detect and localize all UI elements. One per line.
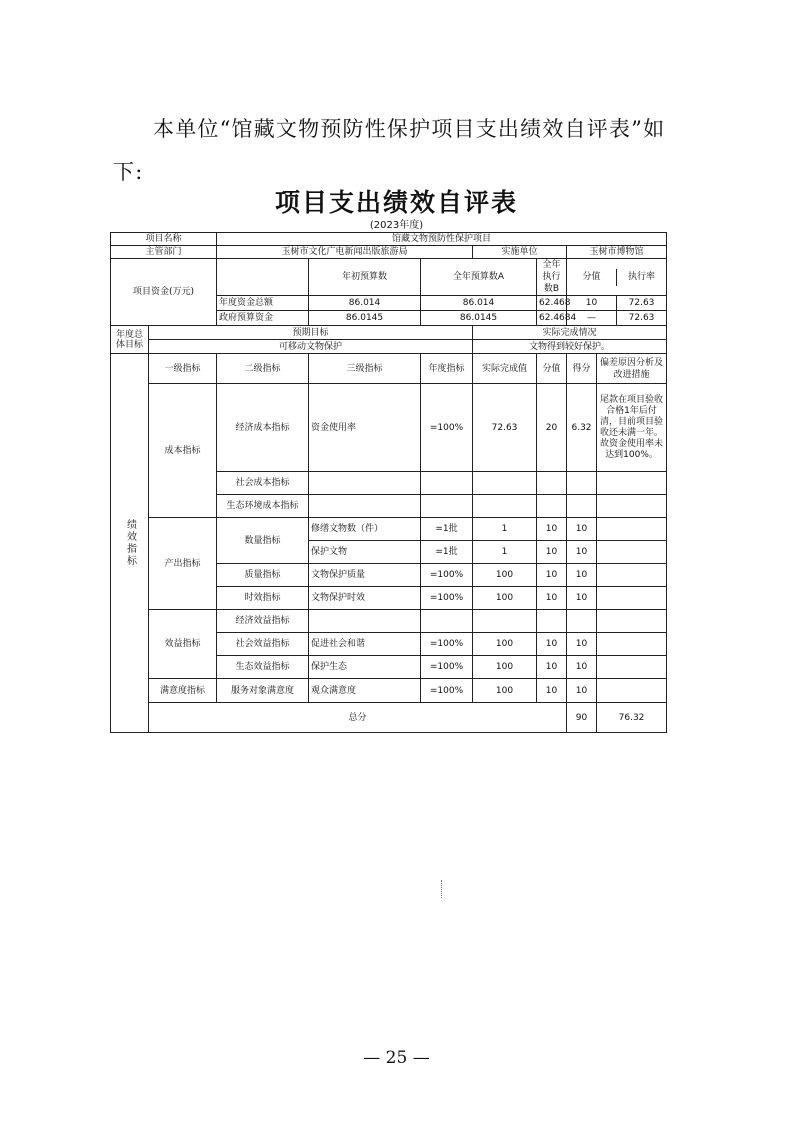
project-name: 馆藏文物预防性保护项目	[217, 233, 667, 246]
quantity-actual: 1	[473, 541, 537, 564]
actual-label: 实际完成情况	[473, 326, 667, 340]
indicator-header: 分值	[537, 354, 567, 384]
economic-cost-actual: 72.63	[473, 384, 537, 472]
fund-cell: 72.63	[628, 298, 655, 308]
fund-header: 执行率	[628, 271, 656, 282]
indicator-header: 实际完成值	[473, 354, 537, 384]
fund-cell: —	[567, 311, 617, 325]
quantity-item: 修缮文物数（件）	[309, 518, 421, 541]
deviation-note: 尾款在项目验收合格1年后付清，目前项目验收还未满一年。故资金使用率未达到100%。	[597, 384, 667, 472]
quantity-target: =1批	[421, 518, 473, 541]
dept: 玉树市文化广电新闻出版旅游局	[217, 246, 473, 259]
scan-mark	[441, 880, 444, 898]
economic-benefit-label: 经济效益指标	[217, 610, 309, 633]
eco-benefit-actual: 100	[473, 656, 537, 679]
fund-cell: 10	[567, 296, 617, 310]
quality-item: 文物保护质量	[309, 564, 421, 587]
indicator-header: 三级指标	[309, 354, 421, 384]
actual-result: 文物得到较好保护。	[473, 340, 667, 354]
indicator-header: 偏差原因分析及改进措施	[597, 354, 667, 384]
eco-benefit-score: 10	[567, 656, 597, 679]
expected-label: 预期目标	[149, 326, 473, 340]
cost-label: 成本指标	[149, 384, 217, 518]
quality-score: 10	[567, 564, 597, 587]
quality-target: =100%	[421, 564, 473, 587]
economic-cost-item: 资金使用率	[309, 384, 421, 472]
total-score: 76.32	[597, 703, 667, 733]
fund-cell: 86.0145	[309, 311, 421, 326]
quality-actual: 100	[473, 564, 537, 587]
impl-label: 实施单位	[473, 246, 567, 259]
fund-row-label: 政府预算资金	[217, 311, 309, 326]
social-benefit-target: =100%	[421, 633, 473, 656]
quantity-value: 10	[537, 541, 567, 564]
eco-benefit-value: 10	[537, 656, 567, 679]
total-value: 90	[567, 703, 597, 733]
funds-label: 项目资金(万元)	[111, 259, 217, 326]
satisfaction-value: 10	[537, 679, 567, 703]
benefit-label: 效益指标	[149, 610, 217, 679]
time-target: =100%	[421, 587, 473, 610]
indicator-header: 一级指标	[149, 354, 217, 384]
social-benefit-score: 10	[567, 633, 597, 656]
fund-cell: 72.63	[628, 313, 655, 323]
quantity-score: 10	[567, 541, 597, 564]
economic-cost-score: 6.32	[567, 384, 597, 472]
eco-cost-label: 生态环境成本指标	[217, 495, 309, 518]
economic-cost-label: 经济成本指标	[217, 384, 309, 472]
satisfaction-target: =100%	[421, 679, 473, 703]
fund-row-label: 年度资金总额	[217, 296, 309, 311]
project-name-label: 项目名称	[111, 233, 217, 246]
eco-benefit-label: 生态效益指标	[217, 656, 309, 679]
satisfaction-label: 满意度指标	[149, 679, 217, 703]
page-number: — 25 —	[363, 1048, 430, 1068]
quantity-actual: 1	[473, 518, 537, 541]
fund-header: 分值	[567, 269, 617, 286]
total-label: 总分	[149, 703, 567, 733]
perf-label: 绩效指标	[111, 354, 149, 733]
quantity-target: =1批	[421, 541, 473, 564]
indicator-header: 得分	[567, 354, 597, 384]
quantity-item: 保护文物	[309, 541, 421, 564]
social-benefit-value: 10	[537, 633, 567, 656]
indicator-header: 年度指标	[421, 354, 473, 384]
social-benefit-label: 社会效益指标	[217, 633, 309, 656]
time-score: 10	[567, 587, 597, 610]
fund-cell: 86.014	[421, 296, 537, 311]
social-benefit-actual: 100	[473, 633, 537, 656]
fund-header: 全年执行数B	[537, 259, 567, 296]
goal-label: 年度总体目标	[111, 326, 149, 354]
quality-value: 10	[537, 564, 567, 587]
social-benefit-item: 促进社会和谐	[309, 633, 421, 656]
table-title: 项目支出绩效自评表	[274, 188, 518, 217]
social-cost-label: 社会成本指标	[217, 472, 309, 495]
quality-label: 质量指标	[217, 564, 309, 587]
indicator-header: 二级指标	[217, 354, 309, 384]
satisfaction-score: 10	[567, 679, 597, 703]
fund-cell: 86.0145	[421, 311, 537, 326]
impl-unit: 玉树市博物馆	[567, 246, 667, 259]
intro-paragraph: 本单位“馆藏文物预防性保护项目支出绩效自评表”如下:	[113, 117, 666, 184]
output-label: 产出指标	[149, 518, 217, 610]
fund-cell: 86.014	[309, 296, 421, 311]
performance-table	[110, 232, 667, 733]
fund-header: 年初预算数	[309, 259, 421, 296]
time-value: 10	[537, 587, 567, 610]
economic-cost-value: 20	[537, 384, 567, 472]
eco-benefit-item: 保护生态	[309, 656, 421, 679]
quantity-score: 10	[567, 518, 597, 541]
time-label: 时效指标	[217, 587, 309, 610]
dept-label: 主管部门	[111, 246, 217, 259]
fund-cell: 62.4684	[537, 311, 567, 326]
satisfaction-sub-label: 服务对象满意度	[217, 679, 309, 703]
quantity-value: 10	[537, 518, 567, 541]
satisfaction-item: 观众满意度	[309, 679, 421, 703]
economic-cost-target: =100%	[421, 384, 473, 472]
quantity-label: 数量指标	[217, 518, 309, 564]
time-item: 文物保护时效	[309, 587, 421, 610]
satisfaction-actual: 100	[473, 679, 537, 703]
table-year: (2023年度)	[369, 220, 424, 231]
fund-cell: 62.468	[537, 296, 567, 311]
expected-goal: 可移动文物保护	[149, 340, 473, 354]
time-actual: 100	[473, 587, 537, 610]
fund-header: 全年预算数A	[421, 259, 537, 296]
eco-benefit-target: =100%	[421, 656, 473, 679]
